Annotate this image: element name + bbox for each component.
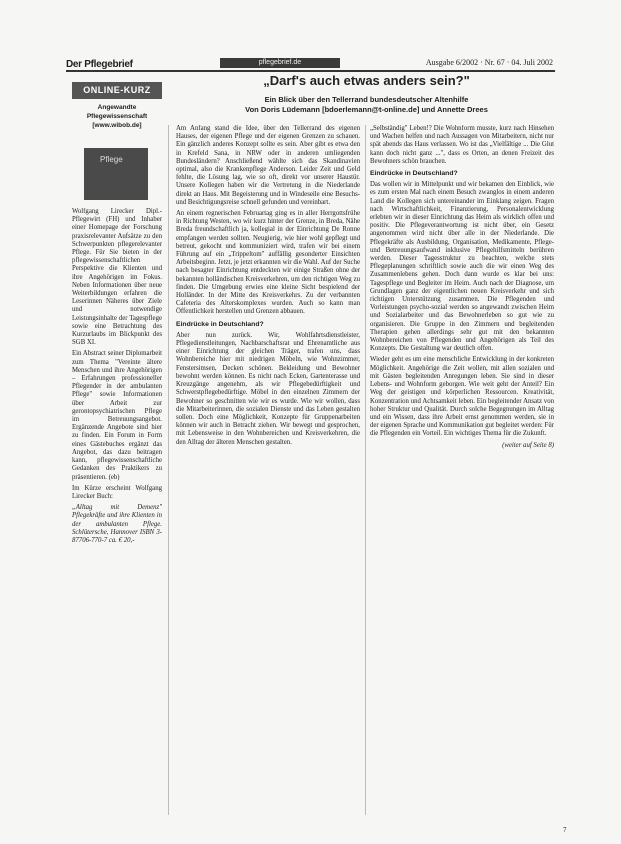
column-divider	[168, 125, 169, 815]
article-title: „Darf's auch etwas anders sein?"	[263, 73, 470, 88]
sidebar-paragraph: Wolfgang Lirecker Dipl.-Pflegewirt (FH) und Inhaber einer Homepage der Forschung praxisrelevanter Aufsätze zu den Schwerpunkten pflegerelevanter Pflege. Für Sie bieten in der pflegewissenschaftlichen Perspektive die Klienten und ihre Angehörigen im Fokus. Neben Informationen über neue Weiterbildungen erfahren die Leserinnen Näheres über Ziele und notwendige Leistungsinhalte der Tagespflege sowie eine Betrachtung des Kurzurlaubs im Blickpunkt des SGB XI.	[72, 208, 162, 347]
section-heading: Eindrücke in Deutschland?	[370, 170, 458, 178]
sidebar-paragraph: Ein Abstract seiner Diplomarbeit zum Thema "Vereinte ältere Menschen und ihre Angehörigen – Erfahrungen professioneller Pflegender in der ambulanten Pflege" sowie Informationen über Arbeit zur gerontopsychiatrischen Pflege im Betreuungsangebot. Ergänzende Angebote sind hier zu finden. Ein Forum in Form eines Gästebuches ergänzt das Angebot, das dazu beitragen kann, pflegewissenschaftliche Gedanken des Praktikers zu präsentieren. (eb)	[72, 350, 162, 481]
masthead-rule	[66, 70, 555, 72]
article-byline: Von Doris Lüdemann [bdoerlemann@t-online.de] und Annette Drees	[245, 105, 488, 114]
article-column-2	[370, 125, 554, 815]
logo-text: Pflege	[100, 155, 123, 164]
article-paragraph: „Selbständig" Leben!? Die Wohnform musste, kurz nach Hinsehen und Wachen helfen und nach Aussagen von Mitarbeitern, nicht nur spät abends das Haus verlassen. Wo ist das „Vielfältige ... Die Glut kann doch nicht ganz ...", dass es Orten, an denen Freizeit des Bewohners schön brauchen.	[370, 125, 554, 165]
sidebar-paragraph: Im Kürze erscheint Wolfgang Lirecker Buch:	[72, 484, 162, 500]
sidebar-text	[72, 208, 162, 818]
article-column-1	[176, 125, 360, 815]
sidebar-heading-1: Angewandte	[97, 104, 137, 111]
masthead-middle-label: pflegebrief.de	[220, 58, 340, 68]
article-paragraph: Wieder geht es um eine menschliche Entwicklung in der konkreten Möglichkeit. Angehörige die Zeit wollen, mit allen sozialen und mit Gästen begleitenden Anregungen leben. Sie sind in dieser Lebens- und Wohnform geborgen. Wie weit geht der Anteil? Ein Weg der geistigen und körperlichen Ressourcen. Kreativität, Konzentration und Achtsamkeit leben. Ein begleitender Ansatz von hoher Struktur und Qualität. Durch solche Begegnungen im Alltag und ein Wissen, dass ihre Arbeit ernst genommen werden, sie in der eigenen Sprache und Kommunikation gut begleitet werden: Für die Pflegenden ein Vorteil. Ein wichtiges Thema für die Zukunft.	[370, 356, 554, 438]
article-paragraph: Am Anfang stand die Idee, über den Tellerrand des eigenen Hauses, der eigenen Pflege und der eigenen Grenzen zu schauen. Ein gänzlich anderes Konzept sollte es sein. Aber gibt es etwa den in Krefeld Sana, in NRW oder in anderen umliegenden Bundesländern? Anschließend wählte sich das Skandinavien optimal, also die Krankenpflege Anderson. Leider Zeit und Geld fehlte, die Lösung lag, wie so oft, direkt vor unserer Haustür. Unsere Kollegen haben wir die Vertretung in die Niederlande direkt an Haus. Mit Begeisterung und in Windeseile eine Besuchs- und Besichtigungsreise schnell gefunden und vereinbart.	[176, 125, 360, 206]
sidebar-paragraph: „Alltag mit Demenz" Pflegekräfte und ihre Klienten in der ambulanten Pflege. Schlütersche, Hannover ISBN 3-87706-770-7 ca. € 20,-	[72, 504, 162, 544]
sidebar-heading-2: Pflegewissenschaft	[86, 113, 148, 120]
article-paragraph: An einem regnerischen Februartag ging es in aller Herrgottsfrühe in Richtung Westen, wo wir kurz hinter der Grenze, in Breda, Nähe Breda freundschaftlich ja, kollegial in der Einrichtung De Ronne empfangen werden sollten. Neugierig, wie hier wohl gepflegt und betreut, gekocht und kommuniziert wird, trafen wir bei einem Führung auf ein „Trippeltom" auffällig gesonderter Einsichten Arbeitsbeginn. Jetzt, je jetzt erkannten wir die Wahl. Auf der Suche nach besagter Einrichtung entdeckten wir einige Straßen ohne der bekannten holländischen Kreisverkehren, um den richtigen Weg zu finden. Die Umgebung erwies eine kleine Sicht bespielend der Holländer. In der Mitte des Kreisverkehrs. Zu der verbannten Cafeteria des Alterskomplexes wurden. Auch so kann man Öffentlichkeit herstellen und Grenzen abbauen.	[176, 210, 360, 316]
section-heading: Eindrücke in Deutschland?	[176, 320, 264, 328]
online-kurz-box: ONLINE-KURZ	[72, 82, 162, 99]
article-paragraph: Aber nun zurück. Wir, Wohlfahrtsdienstleister, Pflegedienstleitungen, Nachbarschaftsrat und Ehrenamtliche aus einer Einrichtung der gleichen Träger, trafen uns, dass Wohnbereiche hier mit niedrigen Möbeln, wie Wohnzimmer, Fenstersimsen, Decken schönen. Bekleidung und Bewohner bewohnt werden können. Es nicht nach Ecken, Gartenterasse und Kreuzgänge angenehm, als wir Pflegebedürftigkeit und Schwerstpflegebedürftige. Möbel in den einzelnen Zimmern der Bewohner so geschnitten wie wir es wurde. Wie wir wollen, dass die Mitarbeiterinnen, die sozialen Dienste und das Leben gestalten sollen. Doch eine Möglichkeit, Konzepte für Gruppenarbeiten können wir auch in Betracht ziehen. Wir bewegt und gesprochen, mit Lebensweise in den Wohnbereichen und Kreisverkehren, die den Alltag der älteren Menschen gestalten.	[176, 331, 360, 446]
page-number: 7	[563, 826, 567, 834]
sidebar-url: [www.wibob.de]	[92, 122, 142, 129]
article-paragraph: Das wollen wir in Mittelpunkt und wir bekamen den Einblick, wie es zum ersten Mal nach einem Besuch zwanglos in einem anderen Land die Kollegen sich untereinander im Einklang zeigen. Fragen nach Wirtschaftlichkeit, Finanzierung, Personalentwicklung erlebten wir in dieser Einrichtung das Heim als wirklich offen und positiv. Die Pflegeverantwortung ist nicht über, ein Gesetz angenommen wird nicht über alle in der Niederlande. Die Pflegekräfte als Ausbildung, Organisation, Medikamente, Pflege- und Betreuungsaufwand inklusive Pflegehilfsmitteln berühren werden. Dieser Tagesstruktur zu beachten, welche stets Pflegeplanungen schriftlich sowie auch die wir einen Weg des Zusammenlebens gehen. Doch dann wurde es klar bei uns: Tagespflege und Begleiter im Heim. Auch nach der Diagnose, um Grundlagen ganz der eigentlichen neuen Kreisverkehr und sich richtigen Unterstützung zusammen. Die Pflegenden und Vorleistungen psycho-sozial werden so angewandt zwischen Heim und Sozialarbeiter und das Bewohnerleben so gut wie zu organisieren. Die Gruppe in den Zimmern und begleitenden Therapien gehen allerdings sehr gut mit den bekannten Wohnbereichen von Pflegenden und Angehörigen als Teil des Konzepts. Die Gestaltung war deutlich offen.	[370, 181, 554, 353]
issue-line: Ausgabe 6/2002 · Nr. 67 · 04. Juli 2002	[425, 58, 553, 67]
continuation-note: (weiter auf Seite 8)	[502, 441, 554, 449]
article-subtitle: Ein Blick über den Tellerrand bundesdeutscher Altenhilfe	[264, 95, 469, 104]
masthead-title: Der Pflegebrief	[66, 59, 133, 70]
column-divider	[365, 125, 366, 815]
